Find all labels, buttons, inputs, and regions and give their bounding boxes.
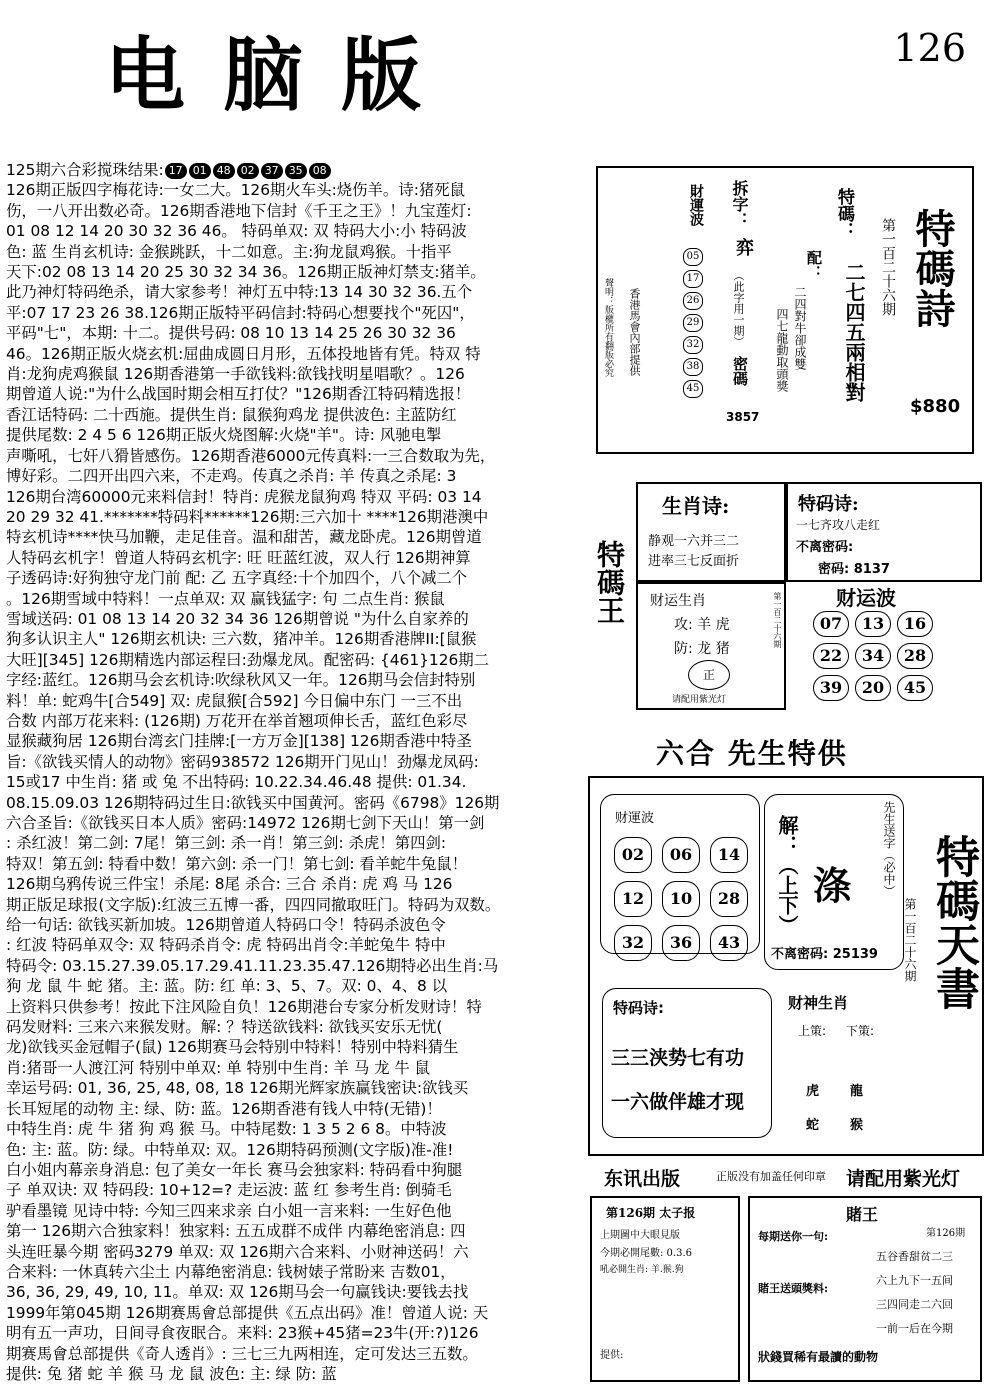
main-text-line: 平码"七"，本期: 十二。提供号码: 08 10 13 14 25 26 30 32 36	[6, 324, 456, 343]
chai-value: 弈	[733, 238, 754, 256]
main-text-line: 特玄机诗****快马加鞭，走足佳音。温和甜苦，藏龙卧虎。126期曾道	[6, 528, 482, 547]
tema-wang-title: 特碼王	[593, 540, 626, 624]
main-text-line: 狗多认识主人" 126期玄机诀: 三六数，猪冲羊。126期香港牌II:[鼠猴	[6, 630, 477, 649]
secret-value: 3857	[726, 410, 760, 424]
main-text-line: 1999年第045期 126期赛馬會总部提供《五点出码》准！曾道人说: 天	[6, 1303, 489, 1322]
seal-stamp: 正	[688, 660, 730, 690]
tianshu-wave-numbers	[609, 833, 759, 965]
main-text-line: 特双！第五剑: 特看中数！第六剑: 杀一门！第七剑: 看羊蛇牛兔鼠！	[6, 854, 468, 873]
wave-number: 17	[683, 270, 703, 288]
wealth-wave-number: 34	[855, 643, 891, 669]
main-text-line: 第一 126期六合独家料！独家料: 五五成群不成伴 内幕绝密消息: 四	[6, 1222, 466, 1241]
zodiac-poem-title: 生肖诗:	[662, 494, 730, 518]
main-text-line: 08.15.09.03 126期特码过生日:欲钱买中国黄河。密码《6798》126期	[6, 793, 500, 812]
luck-zodiac-title: 财运生肖	[650, 593, 706, 609]
main-text-line: 字经:蓝红。126期马会玄机诗:吹绿秋风又一年。126期马会信封特别	[6, 671, 476, 690]
jie-box	[764, 794, 904, 970]
issue-number: 126	[893, 26, 966, 70]
tianshu-banner: 六合 先生特供	[656, 737, 848, 770]
pair-value-1: 二四對牛卻成雙	[793, 286, 807, 370]
wealth-wave-number: 22	[813, 643, 849, 669]
wealth-wave-title: 财运波	[836, 586, 896, 610]
jie-secret: 不离密码: 25139	[771, 947, 878, 962]
main-text-line: 料！单: 蛇鸡牛[合549] 双: 虎鼠猴[合592] 今日偏中东门 一三不出	[6, 691, 463, 710]
main-text-line: 香江话特码: 二十西施。提供生肖: 鼠猴狗鸡龙 提供波色: 主蓝防红	[6, 405, 457, 424]
provider-text: 香港馬會內部提供	[628, 288, 641, 376]
main-text-line: 合来料: 一休真转六尘土 内幕绝密消息: 钱树婊子常盼来 吉数01，	[6, 1262, 456, 1281]
wave-numbers	[678, 244, 708, 402]
main-text-line: 大旺][345] 126期精选内部运程曰:劲爆龙凤。配密码: {461}126期二	[6, 650, 490, 669]
main-text-line: 博好彩。二四开出四六来，不走鸡。传真之杀肖: 羊 传真之杀尾: 3	[6, 467, 457, 486]
main-text-line: 旨:《欲钱买情人的动物》密码938572 126期开门见山！劲爆龙凤码:	[6, 752, 479, 771]
secret-label: 密碼	[731, 356, 749, 386]
main-text-line: 提供: 兔 猪 蛇 羊 猴 马 龙 鼠 波色: 主: 绿 防: 蓝	[6, 1364, 337, 1383]
tianshu-poem-line1: 三三浃势七有功	[611, 1047, 745, 1069]
attack-zodiac: 攻: 羊 虎	[674, 617, 730, 633]
taizi-line1: 上期圖中大眼見版	[600, 1230, 680, 1241]
main-text-line: 15或17 中生肖: 猪 或 兔 不出特码: 10.22.34.46.48 提供: 01.34.	[6, 773, 467, 792]
draw-ball: 17	[165, 163, 187, 179]
main-text-line: 色: 主: 蓝。防: 绿。中特单双: 双。126期特码预测(文字版)准-准!	[6, 1140, 454, 1159]
main-text-line: 雪域送码: 01 08 13 14 20 32 34 36 126期曾说 "为什么自家养的	[6, 609, 469, 628]
draw-ball: 35	[285, 163, 307, 179]
tianshu-wave-number: 43	[710, 925, 748, 961]
tianshu-wave-number: 32	[614, 925, 652, 961]
main-text-line: 狗 龙 鼠 牛 蛇 猪。主: 蓝。防: 红 单: 3、5、7。双: 0、4、8 以	[6, 977, 448, 996]
draw-result-balls	[164, 161, 332, 179]
duwang-row1: 每期送你一句:	[758, 1230, 829, 1243]
god-zodiac-title: 财神生肖	[788, 994, 849, 1012]
main-text-line: 上资料只供参考！按此下注风险自负！126期港台专家分析发财诗！特	[6, 997, 482, 1016]
main-text-column	[6, 160, 588, 1385]
uv-note: 请配用紫光灯	[672, 695, 727, 705]
main-text-line: 46。126期正版火烧玄机:屈曲成圆日月形，五体投地皆有凭。特双 特	[6, 344, 481, 363]
main-text-line: 期曾道人说:"为什么战国时期会相互打仗？"126期香江特码精选报！	[6, 385, 471, 404]
luck-zodiac-box	[636, 582, 786, 710]
wave-number: 05	[683, 248, 703, 266]
main-text-line: 明有五一声功，日间寻食夜眠合。来料: 23猴+45猪=23牛(开:?)126	[6, 1324, 479, 1343]
pair-value-2: 四七龍動取頭獎	[775, 308, 789, 392]
tianshu-wave-number: 14	[710, 837, 748, 873]
main-text-line: 特码令: 03.15.27.39.05.17.29.41.11.23.35.47.126期特必出生肖:马	[6, 956, 499, 975]
down-zodiac-2: 猴	[850, 1118, 864, 1133]
duwang-poem2: 六上九下一五间	[876, 1274, 953, 1287]
zodiac-poem-line1: 静观一六并三二	[648, 534, 740, 549]
taizi-line2: 今期必開尾數: 0.3.6	[600, 1248, 692, 1259]
duwang-poem4: 一前一后在今期	[876, 1322, 953, 1335]
down-label: 下策:	[846, 1024, 875, 1038]
zodiac-poem-line2: 进率三七反面折	[648, 554, 740, 569]
draw-result-line	[6, 160, 588, 180]
main-text-line: 长耳短尾的动物 主: 绿、防: 蓝。126期香港有钱人中特(无错)！	[6, 1099, 442, 1118]
main-text-line: 子透码诗:好狗独守龙门前 配: 乙 五字真经:十个加四个，八个减二个	[6, 569, 468, 588]
main-text-line: 01 08 12 14 20 30 32 36 46。 特码单双: 双 特码大小:小 特码波	[6, 222, 467, 241]
main-text-line: 提供尾数: 2 4 5 6 126期正版火烧图解:火烧"羊"。诗: 风驰电掣	[6, 426, 442, 445]
wealth-wave-number: 16	[897, 611, 933, 637]
main-text-line: 驴看墨镜 见诗中特: 今知三四来求亲 白小姐一言来料: 一生好色他	[6, 1201, 452, 1220]
main-text-line: 36, 36, 29, 49, 10, 11。单双: 双 126期马会一句赢钱诀:要钱去找	[6, 1283, 469, 1302]
taizi-provide: 提供:	[600, 1350, 624, 1361]
duwang-bottom: 狀錢買稀有最讀的動物	[758, 1350, 879, 1364]
main-text-line: 声嘶吼，七奸八猾皆感伤。126期香港6000元传真料:一三合数取为先，	[6, 446, 496, 465]
wealth-wave-number: 39	[813, 675, 849, 701]
main-text-line: 天下:02 08 13 14 20 25 30 32 34 36。126期正版神灯禁支:猪羊。	[6, 263, 486, 282]
defend-zodiac: 防: 龙 猪	[674, 641, 730, 657]
main-text-line: 期赛馬會总部提供《奇人透肖》: 三七三九两相连，定可发达三五数。	[6, 1344, 478, 1363]
main-text-line: : 杀红波！第二剑: 7尾！第三剑: 杀一肖！第三剑: 杀虎！第四剑:	[6, 834, 447, 853]
jie-side-label: 先生送字（必中）	[882, 801, 896, 897]
chai-label: 拆字：	[730, 180, 749, 228]
god-zodiac-area	[784, 990, 904, 1140]
wealth-wave-number: 20	[855, 675, 891, 701]
tianshu-box	[588, 776, 984, 1156]
main-text-line: 平:07 17 23 26 38.126期正版特平码信封:特码心想要找个"死囚"，	[6, 303, 475, 322]
tema-secret-label: 密码:	[818, 562, 850, 577]
poem-box	[596, 166, 974, 454]
duwang-poem1: 五谷香甜贫二三	[876, 1250, 953, 1263]
main-text-line: 码发财料: 三来六来猴发财。解: ？特送欲钱料: 欲钱买安乐无忧(	[6, 1018, 443, 1037]
tianshu-wave-number: 28	[710, 881, 748, 917]
tianshu-poem-line2: 一六做伴雄才现	[611, 1091, 745, 1113]
tema-poem-line2: 不离密码:	[796, 540, 854, 555]
tianshu-poem-box	[602, 988, 772, 1138]
up-label: 上策:	[798, 1024, 827, 1038]
draw-ball: 02	[237, 163, 259, 179]
main-text-line: 头连旺暴今期 密码3279 单双: 双 126期六合来料、小财神送码！六	[6, 1242, 469, 1261]
wave-number: 38	[683, 358, 703, 376]
draw-ball: 08	[309, 163, 331, 179]
wave-number: 29	[683, 314, 703, 332]
wealth-wave-numbers	[810, 608, 970, 704]
copyright-notice: 聲明：版權所有翻版必究	[603, 278, 613, 377]
thumbnail-taizi	[590, 1196, 740, 1382]
pair-label: 配：	[805, 250, 823, 280]
chai-note: （此字用一期）	[732, 270, 745, 347]
main-text-line: 子 单双诀: 双 特码段: 10+12=? 走运波: 蓝 红 参考生肖: 倒骑毛	[6, 1181, 452, 1200]
tianshu-wave-number: 06	[662, 837, 700, 873]
tianshu-wave-number: 36	[662, 925, 700, 961]
zodiac-poem-box	[636, 482, 786, 582]
poem-box-price: $880	[910, 396, 961, 417]
wealth-wave-number: 07	[813, 611, 849, 637]
main-text-line: 126期乌鸦传说三件宝！杀尾: 8尾 杀合: 三合 杀肖: 虎 鸡 马 126	[6, 875, 453, 894]
main-text-line: 白小姐内幕亲身消息: 包了美女一年长 赛马会独家料: 特码看中狗腿	[6, 1160, 462, 1179]
main-text-line: 人特码玄机字！曾道人特码玄机字: 旺 旺蓝红波，双人行 126期神算	[6, 548, 471, 567]
tianshu-title: 特碼天書	[928, 834, 979, 1010]
main-text-line: 肖:猪哥一人渡江河 特别中单双: 单 特别中生肖: 羊 马 龙 牛 鼠	[6, 1058, 431, 1077]
poem-box-issue: 第一百二十六期	[880, 218, 896, 316]
jie-char: 涤	[813, 863, 852, 908]
main-text-line: 126期台湾60000元来料信封！特肖: 虎猴龙鼠狗鸡 特双 平码: 03 14	[6, 487, 482, 506]
main-lines	[6, 180, 588, 1384]
main-text-line: 显猴藏狗居 126期台湾玄门挂牌:[一方万金][138] 126期香港中特圣	[6, 732, 472, 751]
main-text-line: 。126期雪域中特料！一点单双: 双 赢钱猛字: 句 二点生肖: 猴鼠	[6, 589, 445, 608]
wave-number: 45	[683, 380, 703, 398]
main-text-line: 126期正版四字梅花诗:一女二大。126期火车头:烧伤羊。诗:猪死鼠	[6, 181, 466, 200]
wealth-wave-number: 13	[855, 611, 891, 637]
tema-secret-value: 8137	[853, 562, 890, 577]
main-text-line: 20 29 32 41.*******特码料******126期:三六加十 ****126期港澳中	[6, 507, 489, 526]
duwang-issue: 第126期	[926, 1228, 966, 1239]
main-text-line: 六合圣旨:《欲钱买日本人质》密码:14972 126期七剑下天山！第一剑	[6, 814, 485, 832]
tianshu-wave-title: 财運波	[615, 811, 655, 826]
main-text-line: 此乃神灯特码绝杀，请大家参考！神灯五中特:13 14 30 32 36.五个	[6, 283, 473, 302]
draw-ball: 48	[213, 163, 235, 179]
main-text-line: 中特生肖: 虎 牛 猪 狗 鸡 猴 马。中特尾数: 1 3 5 2 6 8。中特波	[6, 1120, 447, 1139]
wealth-wave-number: 28	[897, 643, 933, 669]
main-text-line: 龙)欲钱买金冠帽子(鼠) 126期赛马会特别中特料！特别中特料猜生	[6, 1038, 459, 1057]
duwang-poem3: 三四同走二六回	[876, 1298, 953, 1311]
wave-label: 財運波	[688, 184, 704, 226]
footer-uv-note: 请配用紫光灯	[846, 1168, 961, 1190]
tianshu-poem-title: 特码诗:	[613, 999, 664, 1017]
main-text-line: 给一句话: 欲钱买新加坡。126期曾道人特码口令！特码杀波色令	[6, 916, 446, 935]
tema-poem-title: 特码诗:	[798, 494, 859, 515]
tianshu-wave-number: 12	[614, 881, 652, 917]
tianshu-wave-number: 10	[662, 881, 700, 917]
poem-box-title: 特碼詩	[909, 208, 956, 328]
draw-result-label: 125期六合彩搅珠结果:	[6, 161, 164, 179]
taizi-title: 第126期 太子报	[606, 1206, 696, 1220]
footer-stamp-note: 正版没有加盖任何印章	[716, 1170, 826, 1183]
main-text-line: 色: 蓝 生肖玄机诗: 金猴跳跃，十二如意。主:狗龙鼠鸡猴。十指平	[6, 242, 452, 261]
main-text-line: : 红波 特码单双令: 双 特码杀肖令: 虎 特码出肖令:羊蛇兔牛 特中	[6, 936, 446, 955]
draw-ball: 01	[189, 163, 211, 179]
tema-poem-line1: 一七齐攻八走红	[796, 518, 881, 532]
main-text-line: 合数 内部万花来料: (126期) 万花开在举首翘项伸长舌，蓝红色彩尽	[6, 711, 468, 730]
main-text-line: 肖:龙狗虎鸡猴鼠 126期香港第一手欲钱料:欲钱找明星唱歌？。126	[6, 365, 465, 384]
wave-number: 32	[683, 336, 703, 354]
tianshu-wave-number: 02	[614, 837, 652, 873]
special-value: 二七四五兩相對	[842, 262, 866, 402]
tianshu-wave-box	[600, 794, 760, 954]
up-zodiac-2: 蛇	[806, 1118, 820, 1133]
wave-number: 26	[683, 292, 703, 310]
main-text-line: 幸运号码: 01, 36, 25, 48, 08, 18 126期光辉家族赢钱密诀:欲钱买	[6, 1079, 469, 1098]
main-text-line: 伤，一八开出数必奇。126期香港地下信封《千王之王》！九宝莲灯:	[6, 201, 472, 220]
tianshu-issue: 第一百二十六期	[903, 898, 917, 982]
footer-publisher: 东讯出版	[604, 1168, 681, 1190]
taizi-line3: 吼必開生肖: 羊.猴.狗	[600, 1265, 684, 1275]
masthead-title: 电脑版	[105, 28, 459, 122]
luck-issue: 第一百二十六期	[773, 592, 782, 648]
draw-ball: 37	[261, 163, 283, 179]
wealth-wave-area	[796, 582, 976, 710]
thumbnail-duwang	[748, 1196, 982, 1382]
tema-poem-box	[786, 482, 982, 582]
duwang-row2: 賭王送頭獎料:	[758, 1282, 829, 1295]
jie-label: 解：（上下）	[775, 815, 799, 935]
wealth-wave-number: 45	[897, 675, 933, 701]
down-zodiac-1: 龍	[850, 1084, 864, 1099]
up-zodiac-1: 虎	[806, 1084, 820, 1099]
special-label: 特碼：	[834, 188, 854, 239]
main-text-line: 期正版足球报(文字版):红波三五博一番，四四同撤取旺门。特码为双数。	[6, 895, 501, 914]
duwang-title: 賭王	[846, 1205, 879, 1224]
